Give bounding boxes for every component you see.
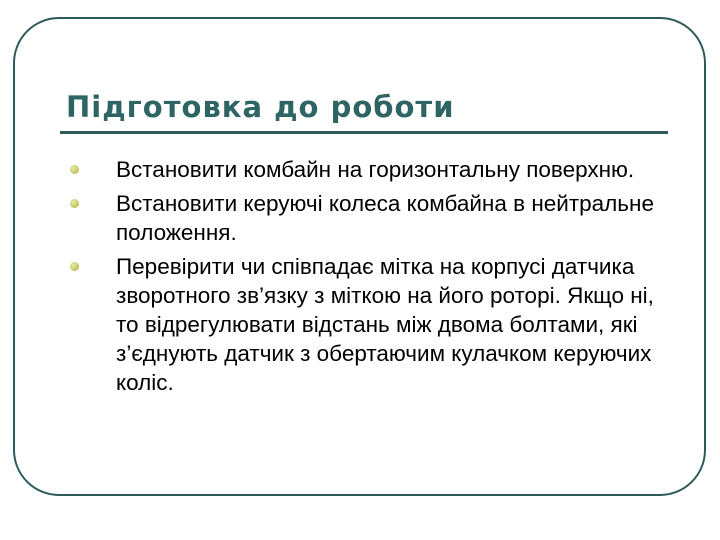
bullet-text: Встановити керуючі колеса комбайна в нейтральне положення. [116, 191, 654, 245]
bullet-list [70, 155, 670, 402]
title-underline [60, 131, 668, 134]
bullet-item [70, 252, 670, 397]
bullet-text: Перевірити чи співпадає мітка на корпусі датчика зворотного зв’язку з міткою на його роторі. Якщо ні, то відрегулювати відстань між двома болтами, які з’єднують датчик з обертаючим кулачком керуючих коліс. [116, 254, 654, 395]
bullet-item [70, 155, 670, 184]
slide-title: Підготовка до роботи [66, 90, 455, 124]
round-bullet-icon [70, 199, 79, 208]
round-bullet-icon [70, 262, 79, 271]
bullet-text: Встановити комбайн на горизонтальну поверхню. [116, 157, 635, 182]
bullet-item [70, 189, 670, 247]
round-bullet-icon [70, 165, 79, 174]
